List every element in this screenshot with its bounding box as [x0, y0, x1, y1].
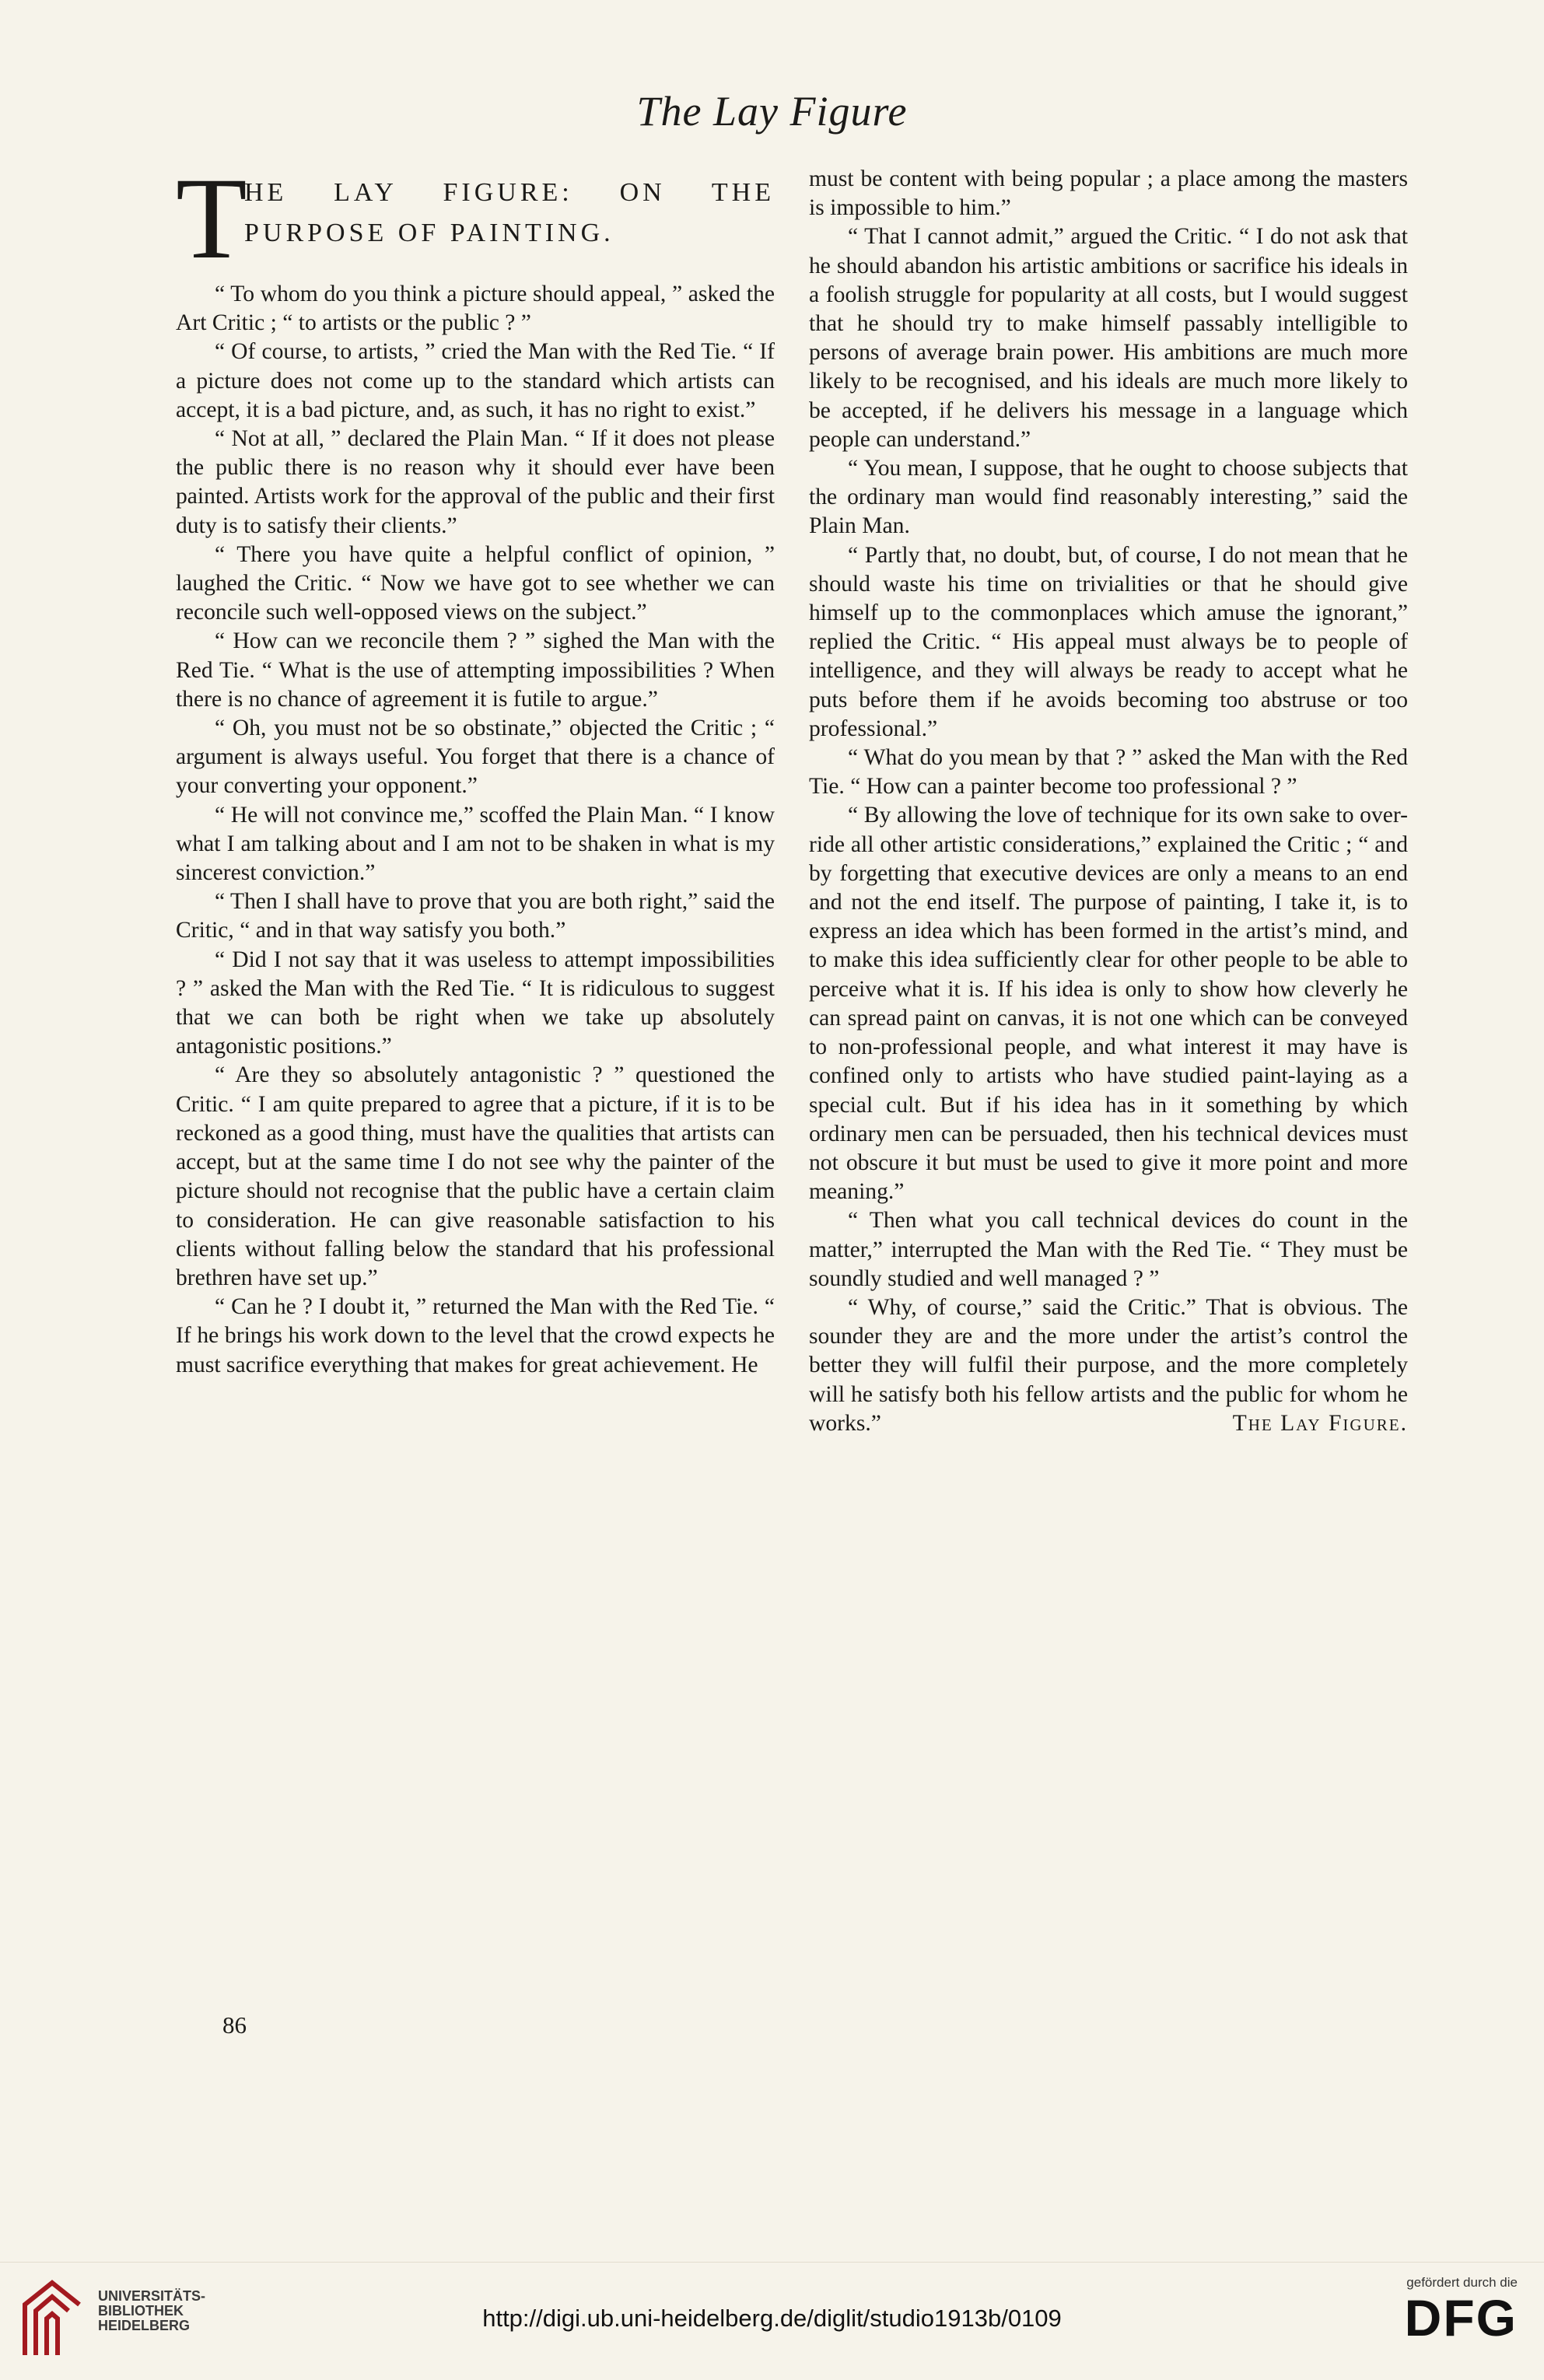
- dfg-logo-icon: DFG: [1404, 2289, 1518, 2347]
- library-name: UNIVERSITÄTS- BIBLIOTHEK HEIDELBERG: [98, 2288, 206, 2333]
- paragraph: “ Why, of course,” said the Critic.” That is obvious. The sounder they are and the more under the artist’s control the better they will fulfil their purpose, and the more completely will he satisfy both his fellow artists and the public for whom he works.” The Lay Figure.: [809, 1293, 1408, 1438]
- paragraph: “ He will not convince me,” scoffed the Plain Man. “ I know what I am talking about and I am not to be shaken in what is my sincerest conviction.”: [176, 802, 775, 886]
- paragraph: “ You mean, I suppose, that he ought to choose subjects that the ordinary man would find reasonably interesting,” said the Plain Man.: [809, 456, 1408, 539]
- paragraph: “ Can he ? I doubt it, ” returned the Man with the Red Tie. “ If he brings his work down to the level that the crowd expects he must sacrifice everything that makes for great achievement. He: [176, 1294, 775, 1377]
- funder-label: gefördert durch die: [1406, 2275, 1518, 2290]
- article-title-block: [176, 154, 775, 283]
- paragraph: “ Then I shall have to prove that you are both right,” said the Critic, “ and in that way satisfy you both.”: [176, 889, 775, 943]
- paragraph: “ To whom do you think a picture should appeal, ” asked the Art Critic ; “ to artists or the public ? ”: [176, 282, 775, 336]
- paragraph: “ Of course, to artists, ” cried the Man with the Red Tie. “ If a picture does not come up to the standard which artists can accept, it is a bad picture, and, as such, it has no right to exist.”: [176, 339, 775, 422]
- article-title: HE LAY FIGURE: ON THE PURPOSE OF PAINTING.: [244, 178, 775, 247]
- paragraph-continued: must be content with being popular ; a place among the masters is impossible to him.”: [809, 166, 1408, 221]
- funder-credit: [1362, 2275, 1518, 2345]
- right-column: [809, 165, 1408, 1438]
- running-head: The Lay Figure: [636, 88, 908, 135]
- paragraph: “ Partly that, no doubt, but, of course, I do not mean that he should waste his time on trivialities or that he should give himself up to the commonplaces which amuse the ignorant,” replied the Critic. “ His appeal must always be to people of intelligence, and they will always be ready to accept what he puts before them if he avoids becoming too abstruse or too professional.”: [809, 542, 1408, 741]
- paragraph: “ Not at all, ” declared the Plain Man. “ If it does not please the public there is no reason why it should ever have been painted. Artists work for the approval of the public and their first duty is to satisfy their clients.”: [176, 426, 775, 538]
- paragraph: “ Are they so absolutely antagonistic ? ” questioned the Critic. “ I am quite prepared to agree that a picture, if it is to be reckoned as a good thing, must have the qualities that artists can accept, but at the same time I do not see why the painter of the picture should not recognise that the public have a certain claim to consideration. He can give reasonable satisfaction to his clients without falling below the standard that his professional brethren have set up.”: [176, 1062, 775, 1290]
- page-number: 86: [222, 2011, 247, 2039]
- paragraph: “ How can we reconcile them ? ” sighed the Man with the Red Tie. “ What is the use of attempting impossibilities ? When there is no chance of agreement it is futile to argue.”: [176, 628, 775, 712]
- paragraph: “ By allowing the love of technique for its own sake to over-ride all other artistic considerations,” explained the Critic ; “ and by forgetting that executive devices are only a means to an end and not the end itself. The purpose of painting, I take it, is to express an idea which has been formed in the artist’s mind, and to make this idea sufficiently clear for other people to be able to perceive what it is. If his idea is only to show how cleverly he can spread paint on canvas, it is not one which can be conveyed to non-professional people, and what interest it may have is confined only to artists who have studied paint-laying as a special cult. But if his idea has in it something by which ordinary men can be persuaded, then his technical devices must not obscure it but must be used to give it more point and more meaning.”: [809, 803, 1408, 1205]
- left-column: [176, 154, 775, 1380]
- drop-cap: T: [176, 154, 247, 283]
- digitization-footer: [0, 2262, 1544, 2380]
- signature: The Lay Figure.: [1232, 1410, 1408, 1436]
- permalink[interactable]: http://digi.ub.uni-heidelberg.de/diglit/studio1913b/0109: [482, 2305, 1062, 2332]
- paragraph: “ Did I not say that it was useless to attempt impossibilities ? ” asked the Man with the Red Tie. “ It is ridiculous to suggest that we can both be right when we take up absolutely antagonistic positions.”: [176, 947, 775, 1059]
- paragraph: “ What do you mean by that ? ” asked the Man with the Red Tie. “ How can a painter become too professional ? ”: [809, 745, 1408, 800]
- paragraph: “ That I cannot admit,” argued the Critic. “ I do not ask that he should abandon his artistic ambitions or sacrifice his ideals in a foolish struggle for popularity at all costs, but I would suggest that he should try to make himself passably intelligible to persons of average brain power. His ambitions are much more likely to be recognised, and his ideals are much more likely to be accepted, if he delivers his message in a language which people can understand.”: [809, 224, 1408, 452]
- paragraph: “ Oh, you must not be so obstinate,” objected the Critic ; “ argument is always useful. You forget that there is a chance of your converting your opponent.”: [176, 716, 775, 799]
- paragraph: “ There you have quite a helpful conflict of opinion, ” laughed the Critic. “ Now we have got to see whether we can reconcile such well-opposed views on the subject.”: [176, 541, 775, 625]
- paragraph: “ Then what you call technical devices do count in the matter,” interrupted the Man with the Red Tie. “ They must be soundly studied and well managed ? ”: [809, 1208, 1408, 1291]
